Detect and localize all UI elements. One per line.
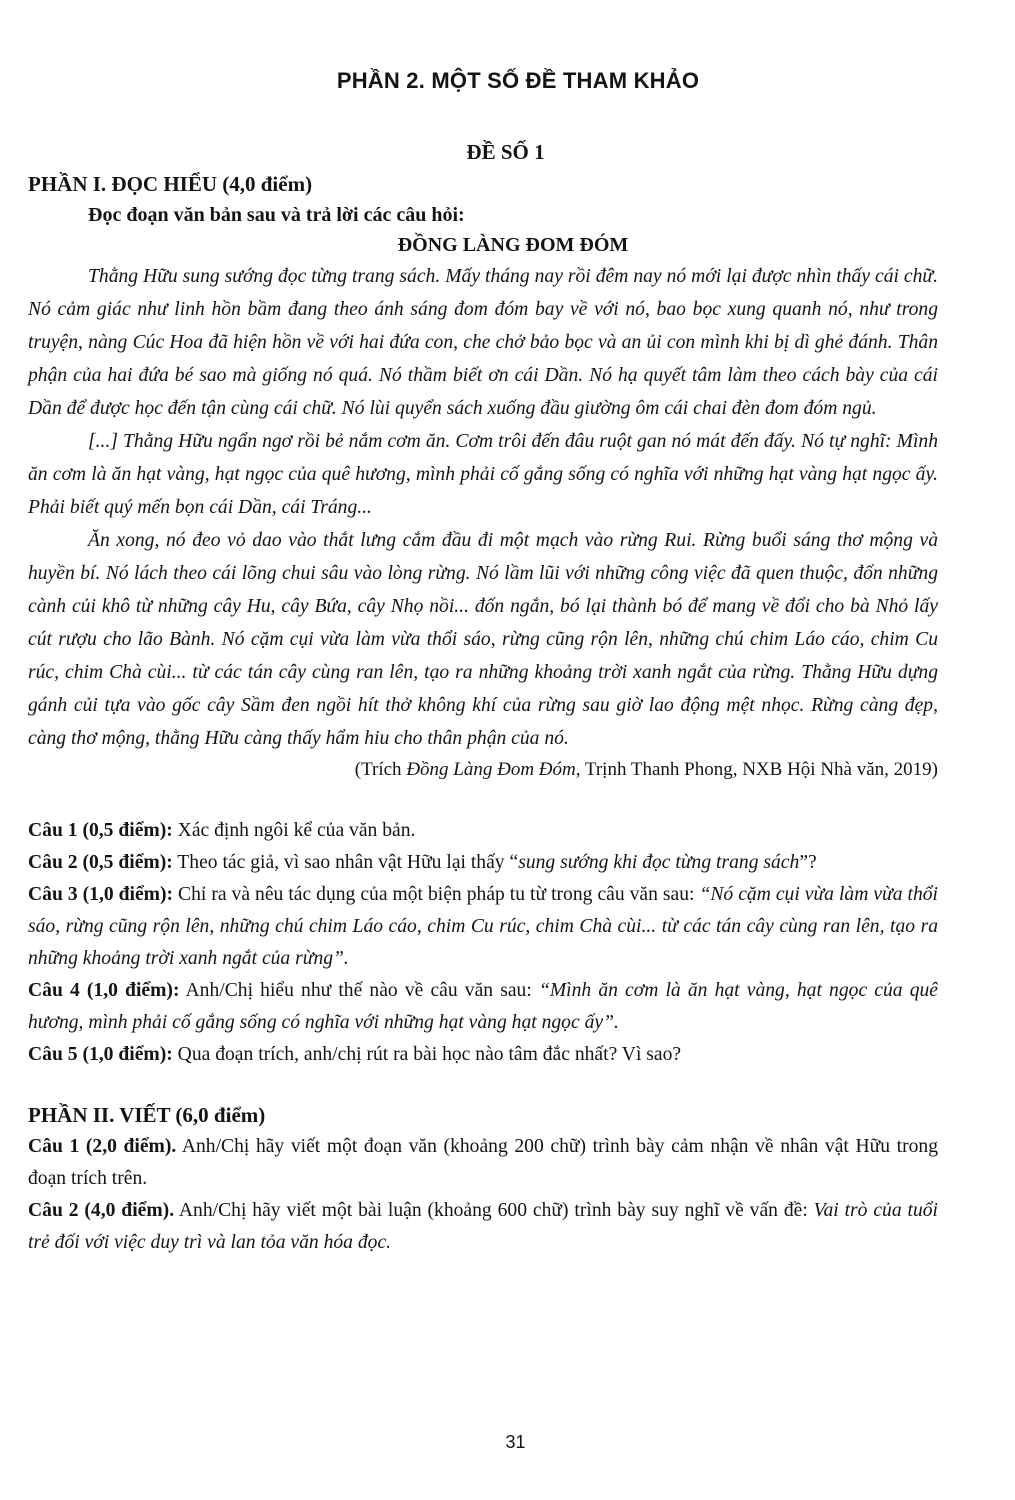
question-topic: Vai trò của tuổi trẻ đối với việc duy trì và lan tỏa văn hóa đọc. — [28, 1200, 938, 1253]
question-label: Câu 2 (4,0 điểm). — [28, 1200, 175, 1221]
reading-questions — [28, 815, 938, 1071]
question-item — [28, 847, 938, 879]
passage-paragraph: [...] Thằng Hữu ngẩn ngơ rồi bẻ nắm cơm ăn. Cơm trôi đến đâu ruột gan nó mát đến đấy. Nó tự nghĩ: Mình ăn cơm là ăn hạt vàng, hạt ngọc của quê hương, mình phải cố gắng sống có nghĩa với những hạt vàng hạt ngọc ấy. Phải biết quý mến bọn cái Dần, cái Tráng... — [28, 431, 938, 518]
page-number: 31 — [505, 1432, 526, 1452]
exam-title: ĐỀ SỐ 1 — [466, 140, 545, 164]
writing-section — [28, 1099, 938, 1259]
question-text: Anh/Chị hãy viết một bài luận (khoảng 600 chữ) trình bày suy nghĩ về vấn đề: — [174, 1200, 814, 1221]
question-quote: “Nó cặm cụi vừa làm vừa thổi sáo, rừng cũng rộn lên, những chú chim Láo cáo, chim Cu rúc, chim Chà cùi... từ các tán cây cùng ran lên, tạo ra những khoảng trời xanh ngắt của rừng”. — [28, 884, 939, 969]
question-text: Anh/Chị hiểu như thế nào về câu văn sau: — [179, 980, 539, 1001]
question-text: Theo tác giả, vì sao nhân vật Hữu lại thấy “ — [172, 852, 519, 873]
passage-paragraph: Thằng Hữu sung sướng đọc từng trang sách. Mấy tháng nay rồi đêm nay nó mới lại được nhìn thấy cái chữ. Nó cảm giác như linh hồn bầm đang theo ánh sáng đom đóm bay về với nó, bao bọc xung quanh nó, như trong truyện, nàng Cúc Hoa đã hiện hồn về với hai đứa con, che chở bảo bọc và an ủi con mình khi bị dì ghẻ đánh. Thân phận của hai đứa bé sao mà giống nó quá. Nó thầm biết ơn cái Dần. Nó hạ quyết tâm làm theo cách bày của cái Dần để được học đến tận cùng cái chữ. Nó lùi quyển sách xuống đầu giường ôm cái chai đèn đom đóm ngủ. — [28, 266, 938, 419]
citation — [28, 755, 938, 785]
passage-paragraph: Ăn xong, nó đeo vỏ dao vào thắt lưng cắm đầu đi một mạch vào rừng Rui. Rừng buổi sáng thơ mộng và huyền bí. Nó lách theo cái lõng chui sâu vào lòng rừng. Nó lầm lũi với những công việc đã quen thuộc, đốn những cành củi khô từ những cây Hu, cây Bứa, cây Nhọ nồi... đốn ngắn, bó lại thành bó để mang về đổi cho bà Nhỏ lấy cút rượu cho lão Bành. Nó cặm cụi vừa làm vừa thổi sáo, rừng cũng rộn lên, những chú chim Láo cáo, chim Cu rúc, chim Chà cùi... từ các tán cây cùng ran lên, tạo ra những khoảng trời xanh ngắt của rừng. Thằng Hữu dựng gánh củi tựa vào gốc cây Sầm đen ngồi hít thở không khí của rừng sau giờ lao động mệt nhọc. Rừng càng đẹp, càng thơ mộng, thằng Hữu càng thấy hẩm hiu cho thân phận của nó. — [28, 530, 938, 749]
question-text: Xác định ngôi kể của văn bản. — [172, 820, 416, 841]
question-label: Câu 3 (1,0 điểm): — [28, 884, 174, 905]
question-label: Câu 5 (1,0 điểm): — [28, 1044, 173, 1065]
reading-instruction: Đọc đoạn văn bản sau và trả lời các câu hỏi: — [88, 204, 465, 226]
question-item — [28, 815, 938, 847]
question-text: Anh/Chị hãy viết một đoạn văn (khoảng 200 chữ) trình bày cảm nhận về nhân vật Hữu trong đoạn trích trên. — [28, 1136, 938, 1189]
question-item — [28, 1195, 938, 1259]
story-title: ĐỒNG LÀNG ĐOM ĐÓM — [397, 234, 629, 256]
content — [28, 172, 938, 1259]
question-item — [28, 1039, 938, 1071]
question-quote: sung sướng khi đọc từng trang sách — [518, 852, 800, 873]
question-quote: “Mình ăn cơm là ăn hạt vàng, hạt ngọc của quê hương, mình phải cố gắng sống có nghĩa với những hạt vàng hạt ngọc ấy”. — [28, 980, 938, 1033]
question-label: Câu 1 (0,5 điểm): — [28, 820, 173, 841]
question-text-after: ”? — [799, 852, 817, 873]
question-item — [28, 975, 938, 1039]
part-heading: PHẦN 2. MỘT SỐ ĐỀ THAM KHẢO — [336, 68, 700, 93]
question-item — [28, 1131, 938, 1195]
question-label: Câu 4 (1,0 điểm): — [28, 980, 180, 1001]
citation-suffix: , Trịnh Thanh Phong, NXB Hội Nhà văn, 2019) — [575, 759, 938, 780]
reading-passage — [28, 260, 938, 755]
question-item — [28, 879, 938, 975]
question-label: Câu 2 (0,5 điểm): — [28, 852, 173, 873]
question-label: Câu 1 (2,0 điểm). — [28, 1136, 177, 1157]
citation-prefix: (Trích — [354, 759, 407, 780]
question-text: Qua đoạn trích, anh/chị rút ra bài học nào tâm đắc nhất? Vì sao? — [172, 1044, 682, 1065]
section-title-reading: PHẦN I. ĐỌC HIỂU (4,0 điểm) — [28, 172, 313, 196]
question-text: Chỉ ra và nêu tác dụng của một biện pháp tu từ trong câu văn sau: — [173, 884, 700, 905]
citation-work: Đồng Làng Đom Đóm — [406, 759, 576, 780]
section-title-writing: PHẦN II. VIẾT (6,0 điểm) — [28, 1103, 266, 1127]
